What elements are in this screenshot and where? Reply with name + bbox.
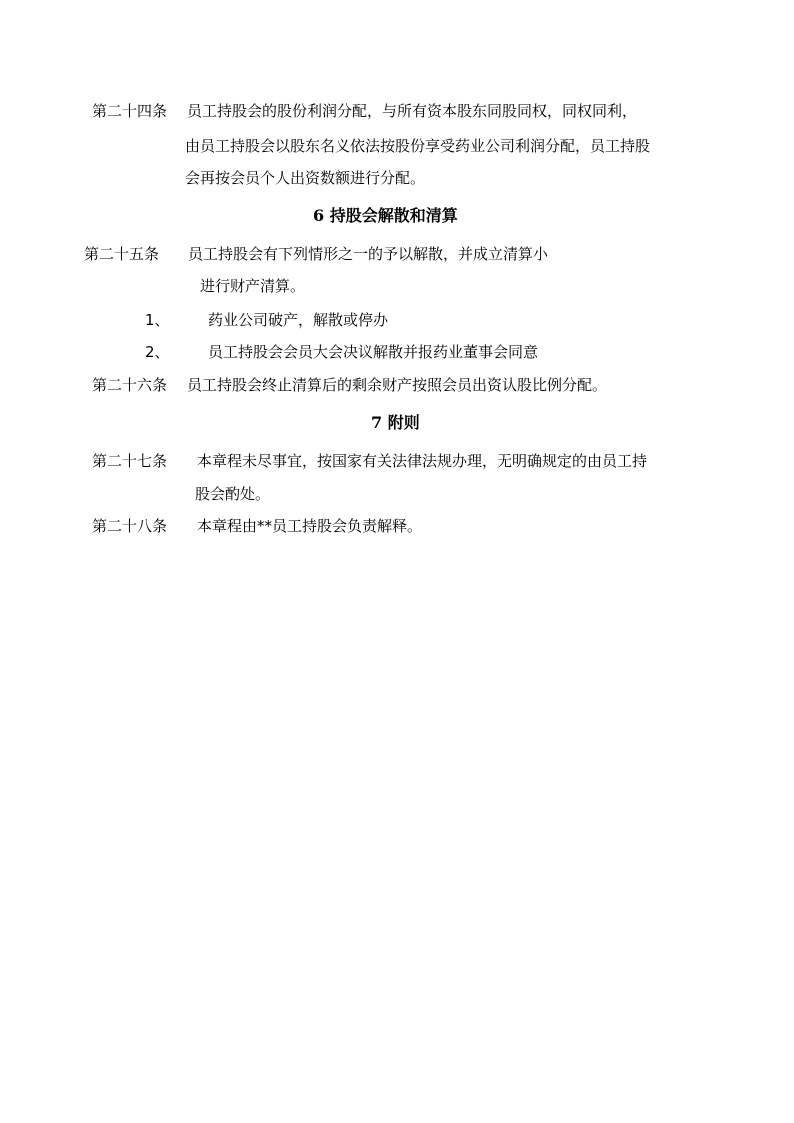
list-item-text: 药业公司破产，解散或停办	[208, 311, 389, 329]
list-item-text: 员工持股会会员大会决议解散并报药业董事会同意	[208, 343, 539, 361]
article-27-line-2: 股会酌处。	[195, 485, 271, 503]
list-item-number: 2、	[145, 343, 170, 361]
article-28-label: 第二十八条	[92, 517, 168, 535]
article-24-line-3: 会再按会员个人出资数额进行分配。	[185, 169, 426, 187]
article-24-label: 第二十四条	[92, 102, 168, 120]
article-25-label: 第二十五条	[84, 245, 160, 263]
article-25-line-1: 员工持股会有下列情形之一的予以解散，并成立清算小	[188, 245, 549, 263]
article-25-line-2: 进行财产清算。	[200, 277, 306, 295]
section-7-heading: 7 附则	[371, 413, 420, 432]
article-24-line-1: 员工持股会的股份利润分配，与所有资本股东同股同权，同权同利，	[187, 102, 638, 120]
article-26-label: 第二十六条	[92, 376, 168, 394]
section-6-heading: 6 持股会解散和清算	[313, 206, 458, 225]
list-item-number: 1、	[145, 311, 170, 329]
article-27-line-1: 本章程未尽事宜，按国家有关法律法规办理，无明确规定的由员工持	[197, 452, 648, 470]
article-27-label: 第二十七条	[92, 452, 168, 470]
article-28-line-1: 本章程由**员工持股会负责解释。	[197, 517, 423, 535]
article-26-line-1: 员工持股会终止清算后的剩余财产按照会员出资认股比例分配。	[187, 376, 608, 394]
article-24-line-2: 由员工持股会以股东名义依法按股份享受药业公司利润分配，员工持股	[185, 137, 651, 155]
